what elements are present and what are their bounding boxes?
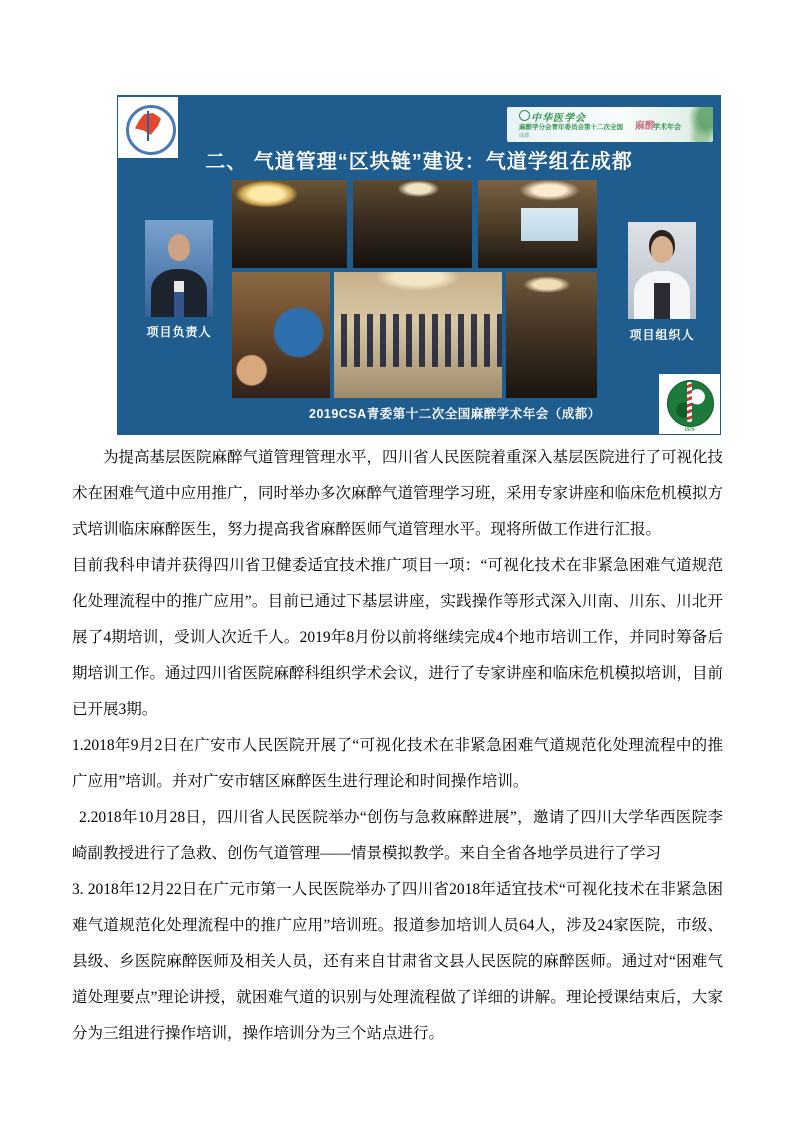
paragraph-item-3: 3. 2018年12月22日在广元市第一人民医院举办了四川省2018年适宜技术“可视化技术在非紧急困难气道规范化处理流程中的推广应用”培训班。报道参加培训人员64人，涉及24家医院，市级、县级、乡医院麻醉医师及相关人员，还有来自甘肃省文县人民医院的麻醉医师。通过对“困难气道处理要点”理论讲授，就困难气道的识别与处理流程做了详细的讲解。理论授课结束后，大家分为三组进行操作培训，操作培训分为三个站点进行。 xyxy=(72,881,723,1042)
photo-conference-crowd xyxy=(353,180,472,268)
slide-title: 二、 气道管理“区块链”建设：气道学组在成都 xyxy=(205,151,633,173)
face xyxy=(168,234,190,261)
body-text xyxy=(72,440,723,1052)
banner-accent-text: 麻醉 xyxy=(635,121,655,132)
inner-shirt xyxy=(654,283,670,319)
photo-workshop-crowd xyxy=(506,272,597,398)
face xyxy=(651,236,673,263)
project-organizer-caption: 项目组织人 xyxy=(629,328,695,342)
csa-logo xyxy=(659,374,720,434)
project-leader-caption: 项目负责人 xyxy=(146,325,212,339)
photo-lecture-screen xyxy=(478,180,597,268)
paragraph-item-1: 1.2018年9月2日在广安市人民医院开展了“可视化技术在非紧急困难气道规范化处理流程中的推广应用”培训。并对广安市辖区麻醉医生进行理论和时间操作培训。 xyxy=(72,737,723,790)
conference-caption: 2019CSA青委第十二次全国麻醉学术年会（成都） xyxy=(309,407,601,421)
slide-banner xyxy=(117,95,721,435)
paragraph-intro: 为提高基层医院麻醉气道管理管理水平，四川省人民医院着重深入基层医院进行了可视化技术在困难气道中应用推广，同时举办多次麻醉气道管理学习班，采用专家讲座和临床危机模拟方式培训临床麻醉医生，努力提高我省麻醉医师气道管理水平。现将所做工作进行汇报。 xyxy=(72,449,724,538)
csa-year-label: 1979 xyxy=(684,428,695,433)
emblem-icon xyxy=(519,110,530,121)
caduceus-icon xyxy=(147,111,149,141)
paragraph-item-2: 2.2018年10月28日，四川省人民医院举办“创伤与急救麻醉进展”，邀请了四川大学华西医院李崎副教授进行了急救、创伤气道管理——情景模拟教学。来自全省各地学员进行了学习 xyxy=(72,809,723,862)
shirt-tie xyxy=(174,281,184,317)
banner-subtitle: 麻醉学分会青年委员会第十二次全国 xyxy=(519,124,623,131)
bamboo-decoration-icon xyxy=(685,107,713,142)
banner-society-name: 中华医学会 xyxy=(531,113,586,124)
snake-staff-icon xyxy=(687,382,692,422)
conference-banner xyxy=(507,107,713,142)
banner-tail-text: 学术年会 xyxy=(653,123,681,131)
photo-conference-hall-audience xyxy=(232,180,347,268)
photo-hands-on-training xyxy=(232,272,330,398)
photo-collage xyxy=(232,180,597,398)
project-organizer-photo xyxy=(628,222,696,319)
paragraph-project-overview: 目前我科申请并获得四川省卫健委适宜技术推广项目一项：“可视化技术在非紧急困难气道规范化处理流程中的推广应用”。目前已通过下基层讲座，实践操作等形式深入川南、川东、川北开展了4期培训，受训人次近千人。2019年8月份以前将继续完成4个地市培训工作，并同时筹备后期培训工作。通过四川省医院麻醉科组织学术会议，进行了专家讲座和临床危机模拟培训，目前已开展3期。 xyxy=(72,557,724,718)
banner-city-text: 成都 xyxy=(519,134,530,139)
project-leader-photo xyxy=(145,220,213,317)
photo-group-stage xyxy=(334,272,502,398)
